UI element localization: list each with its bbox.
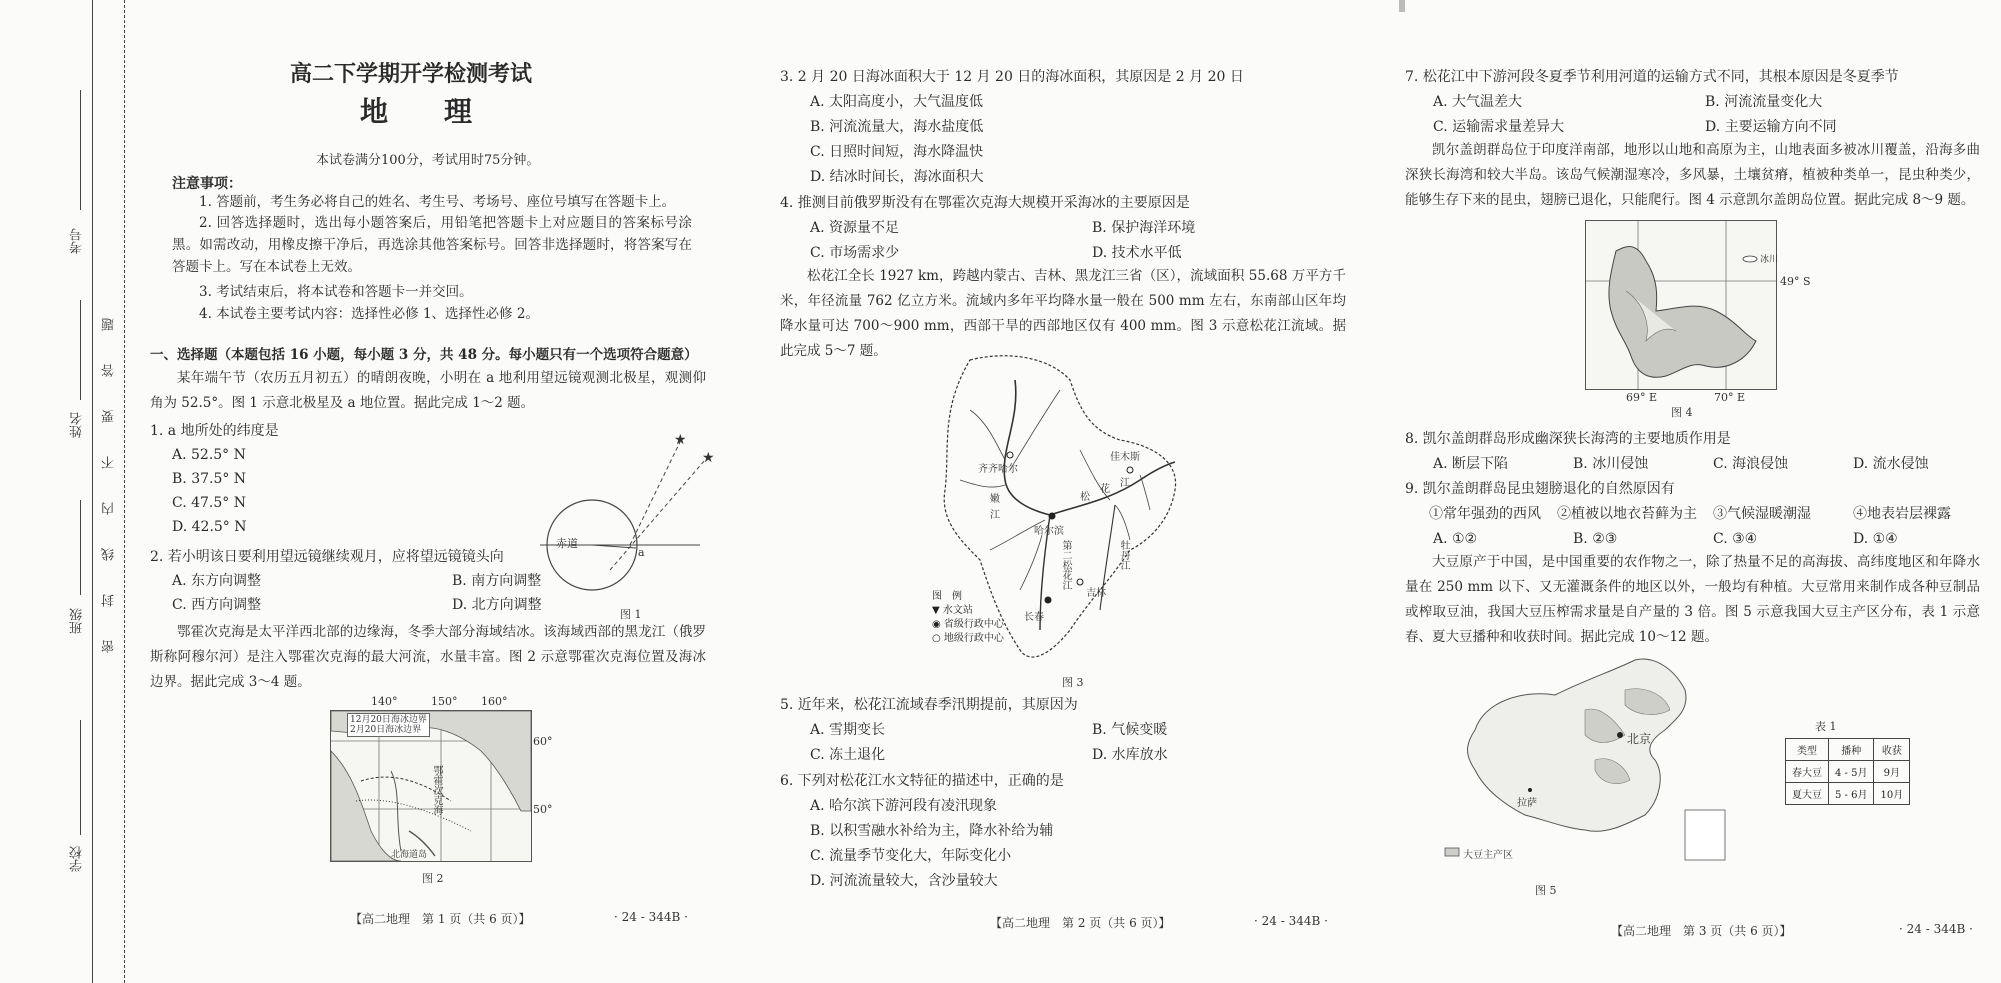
q7-option-a[interactable]: A. 大气温差大 — [1433, 94, 1523, 110]
seal-word: 内 — [102, 502, 117, 515]
q4-option-d[interactable]: D. 技术水平低 — [1092, 245, 1182, 261]
table-header-cell: 播种 — [1829, 739, 1874, 761]
q4-option-c[interactable]: C. 市场需求少 — [810, 245, 900, 261]
lat-tick: 50° — [533, 803, 553, 816]
q6-option-a[interactable]: A. 哈尔滨下游河段有凌汛现象 — [810, 798, 998, 814]
seal-line-outer — [92, 0, 93, 983]
class-label: 班级 — [70, 608, 85, 634]
city-label: 拉萨 — [1517, 798, 1537, 809]
subject-title: 地 理 — [360, 95, 473, 128]
figure-5-legend: 大豆主产区 — [1463, 850, 1513, 861]
name-label: 姓名 — [70, 412, 85, 438]
q8-option-a[interactable]: A. 断层下陷 — [1433, 456, 1509, 472]
page-3-footer: 【高二地理 第 3 页（共 6 页）】 — [1611, 924, 1792, 938]
polaris-star: ★ — [702, 450, 715, 466]
section-heading: 一、选择题（本题包括 16 小题，每小题 3 分，共 48 分。每小题只有一个选项符合题意） — [150, 347, 698, 363]
table-cell: 4 - 5月 — [1829, 761, 1874, 783]
lon-tick: 150° — [431, 695, 458, 708]
table-row — [1786, 761, 1910, 783]
prefecture-city-icon: ○ — [932, 633, 944, 644]
lon-tick: 140° — [371, 695, 398, 708]
page-3-code: · 24 - 344B · — [1899, 922, 1973, 936]
seal-line-inner — [124, 0, 125, 983]
notice-item: 1. 答题前，考生务必将自己的姓名、考生号、考场号、座位号填写在答题卡上。 — [199, 194, 676, 210]
polaris-star: ★ — [674, 432, 687, 448]
q2-option-c[interactable]: C. 西方向调整 — [172, 597, 262, 613]
q1-option-b[interactable]: B. 37.5° N — [172, 471, 247, 487]
page-3 — [1405, 0, 1985, 983]
seal-word: 不 — [102, 456, 117, 469]
q9-stem: 9. 凯尔盖朗群岛昆虫翅膀退化的自然原因有 — [1405, 481, 1675, 497]
figure-5-caption: 图 5 — [1535, 884, 1557, 897]
intro-q1-2: 某年端午节（农历五月初五）的晴朗夜晚，小明在 a 地利用望远镜观测北极星，观测仰角为 52.5°。图 1 示意北极星及 a 地位置。据此完成 1～2 题。 — [150, 370, 706, 411]
legend-dec20: 12月20日海冰边界 — [350, 715, 427, 725]
q9-option-c[interactable]: C. ③④ — [1713, 531, 1758, 547]
river-label: 牡丹江 — [1118, 540, 1129, 570]
q2-option-b[interactable]: B. 南方向调整 — [452, 573, 542, 589]
table-1-caption: 表 1 — [1815, 720, 1837, 733]
notice-heading: 注意事项： — [172, 176, 242, 192]
table-1 — [1785, 738, 1910, 805]
island-label: 北海道岛 — [391, 850, 428, 860]
glacier-legend: 冰川 — [1760, 255, 1779, 265]
q6-option-d[interactable]: D. 河流流量较大，含沙量较大 — [810, 873, 998, 889]
q5-option-d[interactable]: D. 水库放水 — [1092, 747, 1168, 763]
sea-label: 鄂霍次克海 — [431, 765, 442, 815]
table-cell: 10月 — [1874, 783, 1910, 805]
exam-no-field[interactable] — [80, 90, 81, 210]
figure-4-shapes — [1586, 221, 1779, 389]
scan-mark — [1399, 0, 1405, 12]
figure-4-map — [1585, 220, 1811, 404]
river-label: 嫩 — [990, 494, 1000, 505]
q3-option-c[interactable]: C. 日照时间短，海水降温快 — [810, 144, 984, 160]
page-1-code: · 24 - 344B · — [614, 910, 688, 924]
figure-5-map — [1435, 650, 1735, 870]
q4-option-b[interactable]: B. 保护海洋环境 — [1092, 220, 1196, 236]
figure-3-map — [930, 350, 1190, 670]
figure-1-caption: 图 1 — [620, 608, 642, 621]
table-header-cell: 类型 — [1786, 739, 1829, 761]
seal-word: 要 — [102, 410, 117, 423]
table-cell: 春大豆 — [1786, 761, 1829, 783]
point-a-label: a — [638, 546, 645, 559]
legend-hydro: ▼ 水文站 — [932, 605, 973, 616]
legend-feb20: 2月20日海冰边界 — [350, 725, 422, 735]
q9-item: ④地表岩层裸露 — [1853, 506, 1951, 522]
table-header-cell: 收获 — [1874, 739, 1910, 761]
q5-option-a[interactable]: A. 雪期变长 — [810, 722, 886, 738]
table-cell: 5 - 6月 — [1829, 783, 1874, 805]
table-cell: 夏大豆 — [1786, 783, 1829, 805]
q2-option-a[interactable]: A. 东方向调整 — [172, 573, 262, 589]
hydro-station-icon: ▼ — [932, 605, 943, 616]
q8-option-d[interactable]: D. 流水侵蚀 — [1853, 456, 1929, 472]
q8-option-b[interactable]: B. 冰川侵蚀 — [1573, 456, 1649, 472]
q7-option-b[interactable]: B. 河流流量变化大 — [1705, 94, 1823, 110]
river-label: 江 — [1120, 478, 1130, 489]
lon-tick: 160° — [481, 695, 508, 708]
figure-2-caption: 图 2 — [422, 872, 444, 885]
lon-tick: 70° E — [1714, 391, 1746, 404]
equator-label: 赤道 — [556, 537, 578, 550]
figure-3-caption: 图 3 — [1062, 676, 1084, 689]
city-label: 吉林 — [1086, 588, 1106, 599]
legend-title: 图 例 — [932, 591, 962, 602]
exam-no-label: 考号 — [70, 228, 85, 254]
q1-stem: 1. a 地所处的纬度是 — [150, 423, 279, 439]
page-1 — [140, 0, 715, 983]
provincial-capital-icon: ◉ — [932, 619, 944, 630]
city-label: 哈尔滨 — [1034, 526, 1064, 537]
legend-prefecture: ○ 地级行政中心 — [932, 633, 1004, 644]
q5-option-b[interactable]: B. 气候变暖 — [1092, 722, 1168, 738]
q7-stem: 7. 松花江中下游河段冬夏季节利用河道的运输方式不同，其根本原因是冬夏季节 — [1405, 69, 1899, 85]
q8-stem: 8. 凯尔盖朗群岛形成幽深狭长海湾的主要地质作用是 — [1405, 431, 1731, 447]
lat-tick: 49° S — [1780, 275, 1811, 288]
river-label: 花 — [1100, 484, 1110, 495]
school-label: 学校 — [70, 846, 85, 872]
intro-q5-7: 松花江全长 1927 km，跨越内蒙古、吉林、黑龙江三省（区），流域面积 55.68 万平方千米，年径流量 762 亿立方米。流域内多年平均降水量一般在 500 mm 左右，东南部山区年均降水量可达 700～900 mm，西部干旱的西部地区仅有 400 mm。图 3 示意松花江流域。据此完成 5～7 题。 — [780, 268, 1346, 359]
city-label: 长春 — [1024, 612, 1044, 623]
score-info: 本试卷满分100分，考试用时75分钟。 — [316, 153, 540, 168]
notice-item: 4. 本试卷主要考试内容：选择性必修 1、选择性必修 2。 — [199, 306, 539, 322]
q3-stem: 3. 2 月 20 日海冰面积大于 12 月 20 日的海冰面积，其原因是 2 月 20 日 — [780, 69, 1244, 85]
notice-item: 2. 回答选择题时，选出每小题答案后，用铅笔把答题卡上对应题目的答案标号涂黑。如需改动，用橡皮擦干净后，再选涂其他答案标号。回答非选择题时，将答案写在答题卡上。写在本试卷上无效。 — [172, 215, 692, 275]
q6-option-c[interactable]: C. 流量季节变化大，年际变化小 — [810, 848, 1012, 864]
seal-word: 答 — [102, 364, 117, 377]
exam-title: 高二下学期开学检测考试 — [290, 62, 533, 87]
q9-option-b[interactable]: B. ②③ — [1573, 531, 1618, 547]
q2-option-d[interactable]: D. 北方向调整 — [452, 597, 542, 613]
binding-margin — [0, 0, 132, 983]
figure-2-legend — [347, 713, 430, 737]
notice-item: 3. 考试结束后，将本试卷和答题卡一并交回。 — [199, 284, 473, 300]
q3-option-d[interactable]: D. 结冰时间长，海冰面积大 — [810, 169, 984, 185]
school-field[interactable] — [80, 720, 81, 835]
q5-stem: 5. 近年来，松花江流域春季汛期提前，其原因为 — [780, 697, 1078, 713]
river-label: 松 — [1080, 492, 1090, 503]
river-label: 第二松花江 — [1060, 540, 1071, 590]
q9-option-a[interactable]: A. ①② — [1433, 531, 1478, 547]
intro-q3-4: 鄂霍次克海是太平洋西北部的边缘海，冬季大部分海域结冰。该海域西部的黑龙江（俄罗斯称阿穆尔河）是注入鄂霍次克海的最大河流，水量丰富。图 2 示意鄂霍次克海位置及海冰边界。据此完成 3～4 题。 — [150, 624, 706, 690]
q3-option-b[interactable]: B. 河流流量大，海水盐度低 — [810, 119, 984, 135]
q9-item: ①常年强劲的西风 — [1429, 506, 1541, 522]
table-row — [1786, 783, 1910, 805]
figure-3-legend — [932, 590, 1004, 646]
table-cell: 9月 — [1874, 761, 1910, 783]
figure-4-caption: 图 4 — [1671, 406, 1693, 419]
q2-stem: 2. 若小明该日要利用望远镜继续观月，应将望远镜镜头向 — [150, 549, 504, 565]
legend-provincial: ◉ 省级行政中心 — [932, 619, 1004, 630]
q4-stem: 4. 推测目前俄罗斯没有在鄂霍次克海大规模开采海冰的主要原因是 — [780, 195, 1190, 211]
q1-option-c[interactable]: C. 47.5° N — [172, 495, 246, 511]
lon-tick: 69° E — [1626, 391, 1658, 404]
name-field[interactable] — [80, 300, 81, 400]
seal-word: 封 — [102, 594, 117, 607]
intro-q8-9: 凯尔盖朗群岛位于印度洋南部，地形以山地和高原为主，山地表面多被冰川覆盖，沿海多曲深狭长海湾和较大半岛。该岛气候潮湿寒冷，多风暴，土壤贫瘠，植被种类单一，昆虫种类少，能够生存下来的昆虫，翅膀已退化，只能爬行。图 4 示意凯尔盖朗岛位置。据此完成 8～9 题。 — [1405, 142, 1980, 208]
q9-option-d[interactable]: D. ①④ — [1853, 531, 1898, 547]
page-2 — [780, 0, 1350, 983]
figure-2-map — [330, 695, 553, 862]
q9-item: ③气候湿暖潮湿 — [1713, 506, 1811, 522]
figure-1 — [540, 420, 715, 621]
q1-option-a[interactable]: A. 52.5° N — [172, 447, 246, 463]
q1-option-d[interactable]: D. 42.5° N — [172, 519, 247, 535]
city-label: 佳木斯 — [1110, 452, 1140, 463]
q4-option-a[interactable]: A. 资源量不足 — [810, 220, 900, 236]
page-2-code: · 24 - 344B · — [1254, 914, 1328, 928]
q3-option-a[interactable]: A. 太阳高度小，大气温度低 — [810, 94, 984, 110]
city-label: 北京 — [1627, 732, 1652, 746]
river-label: 江 — [990, 510, 1000, 521]
page-2-footer: 【高二地理 第 2 页（共 6 页）】 — [990, 916, 1171, 930]
page-1-footer: 【高二地理 第 1 页（共 6 页）】 — [350, 912, 531, 926]
city-label: 齐齐哈尔 — [978, 464, 1018, 475]
q7-option-c[interactable]: C. 运输需求量差异大 — [1433, 119, 1565, 135]
q9-item: ②植被以地衣苔藓为主 — [1557, 506, 1697, 522]
figure-5-shapes — [1435, 650, 1735, 870]
class-field[interactable] — [80, 500, 81, 595]
q6-option-b[interactable]: B. 以积雪融水补给为主，降水补给为辅 — [810, 823, 1054, 839]
seal-word: 题 — [102, 318, 117, 331]
lat-tick: 60° — [533, 735, 553, 748]
q8-option-c[interactable]: C. 海浪侵蚀 — [1713, 456, 1789, 472]
q6-stem: 6. 下列对松花江水文特征的描述中，正确的是 — [780, 773, 1064, 789]
seal-word: 线 — [102, 548, 117, 561]
q7-option-d[interactable]: D. 主要运输方向不同 — [1705, 119, 1837, 135]
table-header-row — [1786, 739, 1910, 761]
q5-option-c[interactable]: C. 冻土退化 — [810, 747, 886, 763]
seal-word: 密 — [102, 640, 117, 653]
intro-q10-12: 大豆原产于中国，是中国重要的农作物之一，除了热量不足的高海拔、高纬度地区和年降水量在 250 mm 以下、又无灌溉条件的地区以外，一般均有种植。大豆常用来制作成各种豆制品或榨取豆油，我国大豆压榨需求量是自产量的 3 倍。图 5 示意我国大豆主产区分布，表 1 示意春、夏大豆播种和收获时间。据此完成 10～12 题。 — [1405, 554, 1980, 645]
